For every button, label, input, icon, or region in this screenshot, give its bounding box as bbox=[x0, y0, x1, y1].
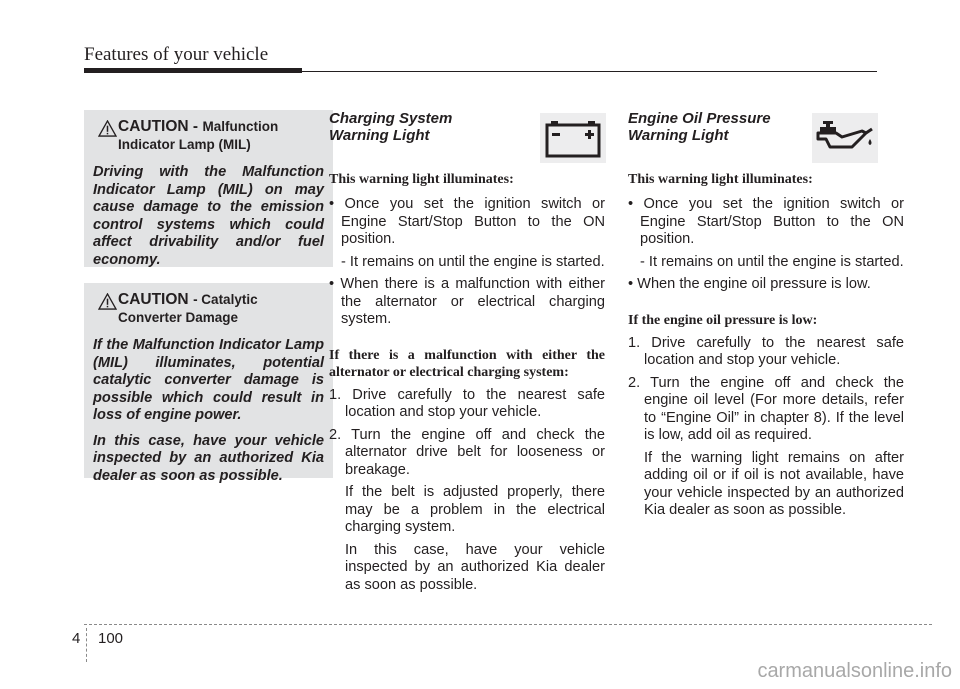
caution-subtitle: Malfunction bbox=[202, 119, 279, 134]
list-item: • When the engine oil pressure is low. bbox=[628, 276, 871, 292]
step-note: If the belt is adjusted properly, there may be a problem in the electrical charging system. bbox=[345, 484, 605, 535]
page-number: 100 bbox=[98, 630, 124, 647]
step-item: 2. Turn the engine off and check the engine oil level (For more details, refer to “Engine Oil” in chapter 8). If the level is low, add oil as required. bbox=[628, 374, 904, 443]
caution-text: If the Malfunction Indicator Lamp (MIL) illuminates, potential catalytic converter damage is possible which could result in loss of engine power. bbox=[93, 337, 324, 423]
footer-rule bbox=[84, 624, 932, 625]
caution-text: Driving with the Malfunction Indicator Lamp (MIL) on may cause damage to the emission control systems which could affect drivability and/or fuel economy. bbox=[93, 164, 324, 268]
battery-icon bbox=[540, 113, 606, 163]
chapter-number: 4 bbox=[72, 630, 81, 647]
step-item: 1. Drive carefully to the nearest safe location and stop your vehicle. bbox=[628, 334, 904, 368]
caution-heading bbox=[93, 291, 324, 327]
intro-text: This warning light illuminates: bbox=[329, 172, 514, 187]
section-title-line2: Warning Light bbox=[628, 127, 729, 144]
header-title: Features of your vehicle bbox=[84, 44, 269, 65]
subheading: If there is a malfunction with either the alternator or electrical charging system: bbox=[329, 347, 605, 380]
warning-triangle-icon bbox=[98, 120, 117, 137]
caution-subtitle-line2: Converter Damage bbox=[118, 310, 239, 325]
footer-divider bbox=[86, 628, 87, 662]
step-item: 2. Turn the engine off and check the alternator drive belt for looseness or breakage. bbox=[329, 426, 605, 478]
section-title-line2: Warning Light bbox=[329, 127, 430, 144]
caution-label: CAUTION - bbox=[118, 118, 199, 135]
intro-text: This warning light illuminates: bbox=[628, 172, 813, 187]
list-item-sub: - It remains on until the engine is started. bbox=[341, 253, 605, 270]
list-item: • Once you set the ignition switch or Engine Start/Stop Button to the ON position. bbox=[628, 196, 904, 247]
list-item: • When there is a malfunction with either the alternator or electrical charging system. bbox=[329, 276, 605, 327]
header-bar bbox=[84, 68, 302, 73]
warning-triangle-icon bbox=[98, 293, 117, 310]
caution-catalytic-box bbox=[84, 283, 333, 484]
caution-subtitle-line2: Indicator Lamp (MIL) bbox=[118, 137, 251, 152]
header-rule bbox=[300, 71, 877, 72]
list-item: • Once you set the ignition switch or Engine Start/Stop Button to the ON position. bbox=[329, 196, 605, 247]
list-item-sub: - It remains on until the engine is started. bbox=[640, 253, 904, 270]
step-note: If the warning light remains on after adding oil or if oil is not available, have your vehicle inspected by an authorized Kia dealer as soon as possible. bbox=[644, 449, 904, 518]
section-title: Engine Oil Pressure bbox=[628, 110, 771, 127]
section-title: Charging System bbox=[329, 110, 453, 127]
charging-system-section bbox=[329, 110, 605, 599]
caution-label: CAUTION bbox=[118, 291, 189, 308]
caution-mil-box bbox=[84, 110, 333, 267]
step-item: 1. Drive carefully to the nearest safe location and stop your vehicle. bbox=[329, 386, 605, 420]
oil-pressure-section bbox=[628, 110, 904, 525]
step-note: In this case, have your vehicle inspected by an authorized Kia dealer as soon as possible. bbox=[345, 541, 605, 593]
caution-text: In this case, have your vehicle inspected by an authorized Kia dealer as soon as possible. bbox=[93, 432, 324, 484]
oil-can-icon bbox=[812, 113, 878, 163]
caution-subtitle: - Catalytic bbox=[193, 292, 258, 307]
caution-heading bbox=[93, 118, 324, 154]
watermark: carmanualsonline.info bbox=[757, 660, 952, 682]
subheading: If the engine oil pressure is low: bbox=[628, 312, 818, 328]
